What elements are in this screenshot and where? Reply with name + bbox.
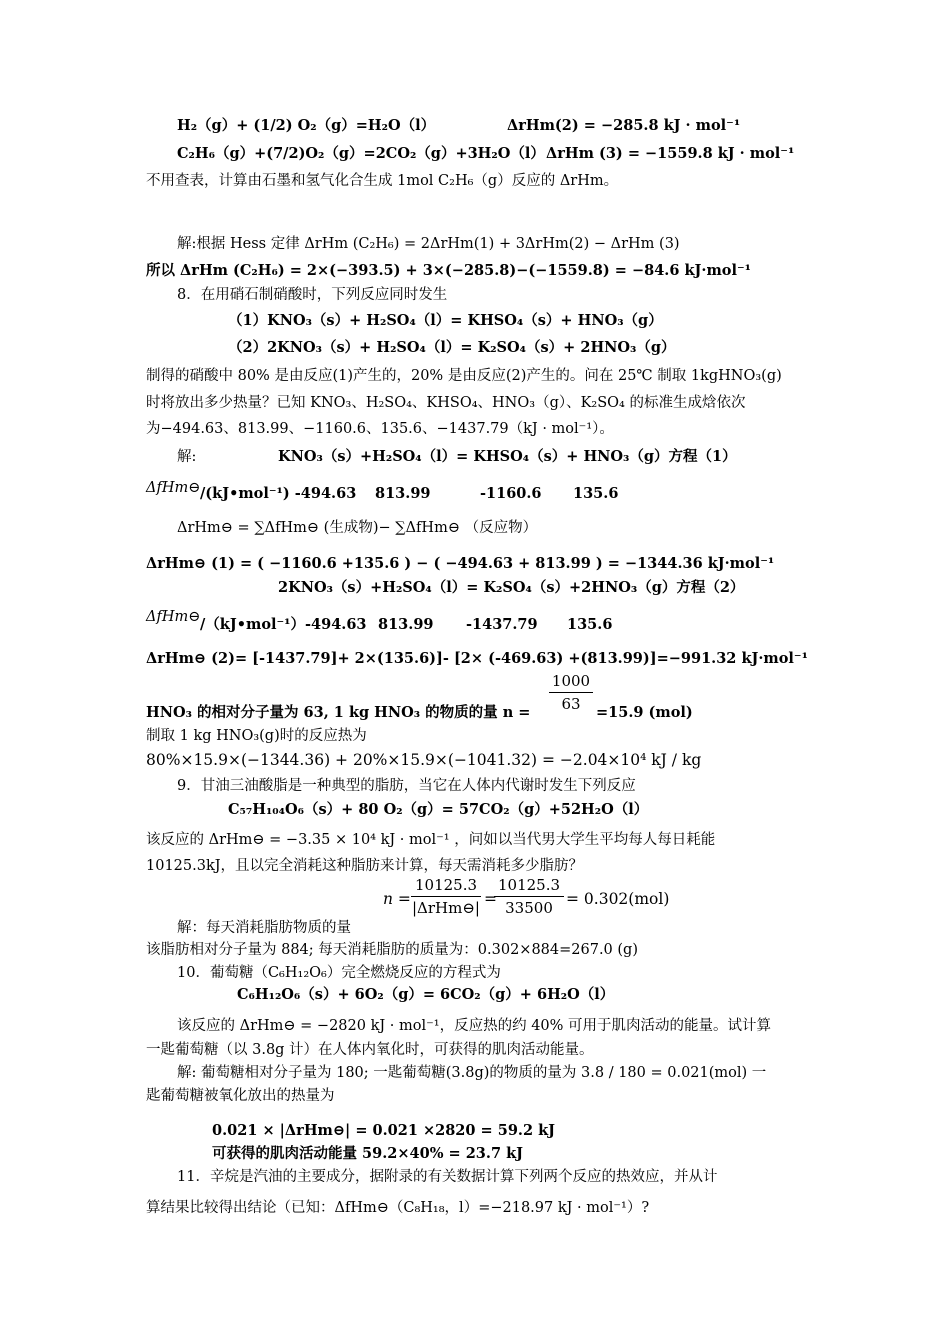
solution-9-label: 解：每天消耗脂肪物质的量 [177,920,351,936]
solution-result: 所以 ΔrHm (C₂H₆) = 2×(−393.5) + 3×(−285.8)−(−1559.8) = −84.6 kJ·mol⁻¹ [146,262,751,279]
value-k2so4: -1437.79 [466,616,538,633]
value-hno3: 135.6 [573,485,619,502]
reaction-heat-calc: 80%×15.9×(−1344.36) + 20%×15.9×(−1041.32) = −2.04×10⁴ kJ / kg [146,751,702,769]
solution-label: 解: [177,449,197,465]
problem-8-title: 8．在用硝石制硝酸时，下列反应同时发生 [177,287,448,303]
fat-moles-result: = 0.302(mol) [566,890,670,908]
hno3-moles: HNO₃ 的相对分子量为 63, 1 kg HNO₃ 的物质的量 n = [146,704,531,721]
problem-10-title: 10．葡萄糖（C₆H₁₂O₆）完全燃烧反应的方程式为 [177,965,501,981]
solution-10-text-2: 匙葡萄糖被氧化放出的热量为 [146,1088,335,1104]
value-kno3-2: /（kJ•mol⁻¹）-494.63 [200,616,367,633]
reaction-2: （2）2KNO₃（s）+ H₂SO₄（l）= K₂SO₄（s）+ 2HNO₃（g） [228,339,676,356]
problem-9-text-2: 10125.3kJ，且以完全消耗这种脂肪来计算，每天需消耗多少脂肪？ [146,858,584,874]
problem-8-text-2: 时将放出多少热量？已知 KNO₃、H₂SO₄、KHSO₄、HNO₃（g）、K₂SO₄ 的标准生成焓依次 [146,395,746,411]
fraction-fat-1-num: 10125.3 [414,876,478,894]
fraction-fat-1-den: |ΔrHm⊖| [412,899,480,917]
fraction-numerator: 1000 [551,672,591,690]
equation-2: 2KNO₃（s）+H₂SO₄（l）= K₂SO₄（s）+2HNO₃（g）方程（2） [278,579,745,596]
value-khso4: -1160.6 [480,485,542,502]
fraction-1000-63 [549,672,593,713]
fat-reaction: C₅₇H₁₀₄O₆（s）+ 80 O₂（g）= 57CO₂（g）+52H₂O（l） [228,801,649,818]
fraction-fat-1 [411,876,481,917]
formation-enthalpy-symbol: ΔfHm⊖ [146,480,201,496]
enthalpy-formula: ΔrHm⊖ = ∑ΔfHm⊖ (生成物)− ∑ΔfHm⊖ （反应物） [177,520,538,536]
problem-11-title: 11．辛烷是汽油的主要成分，据附录的有关数据计算下列两个反应的热效应，并从计 [177,1169,718,1185]
problem-8-text-3: 为−494.63、813.99、−1160.6、135.6、−1437.79（kJ · mol⁻¹）。 [146,421,614,437]
muscle-energy: 可获得的肌肉活动能量 59.2×40% = 23.7 kJ [212,1145,523,1162]
problem-10-text-2: 一匙葡萄糖（以 3.8g 计）在人体内氧化时，可获得的肌肉活动能量。 [146,1042,594,1058]
n-label: n = [383,890,411,908]
value-kno3: /(kJ•mol⁻¹) -494.63 [200,485,357,502]
reaction-1: （1）KNO₃（s）+ H₂SO₄（l）= KHSO₄（s）+ HNO₃（g） [228,312,663,329]
problem-11-text: 算结果比较得出结论（已知：ΔfHm⊖（C₈H₁₈，l）=−218.97 kJ · mol⁻¹）? [146,1200,650,1216]
enthalpy-3: ΔrHm (3) = −1559.8 kJ · mol⁻¹ [546,145,795,162]
problem-9-text-1: 该反应的 ΔrHm⊖ = −3.35 × 10⁴ kJ · mol⁻¹ ，问如以当代男大学生平均每人每日耗能 [146,832,716,848]
reaction-heat-label: 制取 1 kg HNO₃(g)时的反应热为 [146,728,367,744]
enthalpy-2: ΔrHm(2) = −285.8 kJ · mol⁻¹ [507,117,741,134]
value-h2so4-2: 813.99 [378,616,434,633]
problem-10-text-1: 该反应的 ΔrHm⊖ = −2820 kJ · mol⁻¹，反应热的约 40% 可用于肌肉活动的能量。试计算 [177,1018,772,1034]
hno3-moles-result: =15.9 (mol) [596,704,693,721]
problem-9-title: 9．甘油三油酸脂是一种典型的脂肪，当它在人体内代谢时发生下列反应 [177,778,636,794]
solution-10-text-1: 解: 葡萄糖相对分子量为 180; 一匙葡萄糖(3.8g)的物质的量为 3.8 / 180 = 0.021(mol) 一 [177,1065,767,1081]
fraction-denominator: 63 [561,695,581,713]
glucose-reaction: C₆H₁₂O₆（s）+ 6O₂（g）= 6CO₂（g）+ 6H₂O（l） [237,986,615,1003]
eq-c2h6-combustion: C₂H₆（g）+(7/2)O₂（g）=2CO₂（g）+3H₂O（l） [177,145,545,162]
value-hno3-2: 135.6 [567,616,613,633]
enthalpy-reaction-2: ΔrHm⊖ (2)= [-1437.79]+ 2×(135.6)]- [2× (-469.63) +(813.99)]=−991.32 kJ·mol⁻¹ [146,650,808,667]
fraction-fat-2-num: 10125.3 [497,876,561,894]
fat-mass: 该脂肪相对分子量为 884; 每天消耗脂肪的质量为：0.302×884=267.0 (g) [146,942,638,958]
equation-1: KNO₃（s）+H₂SO₄（l）= KHSO₄（s）+ HNO₃（g）方程（1） [278,448,737,465]
glucose-heat-calc: 0.021 × |ΔrHm⊖| = 0.021 ×2820 = 59.2 kJ [212,1122,556,1139]
fraction-fat-2-den: 33500 [505,899,553,917]
enthalpy-reaction-1: ΔrHm⊖ (1) = ( −1160.6 +135.6 ) − ( −494.63 + 813.99 ) = −1344.36 kJ·mol⁻¹ [146,555,775,572]
value-h2so4: 813.99 [375,485,431,502]
problem-8-text-1: 制得的硝酸中 80% 是由反应(1)产生的，20% 是由反应(2)产生的。问在 25℃ 制取 1kgHNO₃(g) [146,368,782,384]
eq-h2-combustion: H₂（g）+ (1/2) O₂（g）=H₂O（l） [177,117,436,134]
formation-enthalpy-symbol-2: ΔfHm⊖ [146,609,201,625]
fraction-fat-2 [494,876,564,917]
question-text: 不用查表，计算由石墨和氢气化合生成 1mol C₂H₆（g）反应的 ΔrHm。 [146,173,619,189]
solution-hess: 解:根据 Hess 定律 ΔrHm (C₂H₆) = 2ΔrHm(1) + 3ΔrHm(2) − ΔrHm (3) [177,236,680,252]
equals-sign: = [484,890,497,908]
